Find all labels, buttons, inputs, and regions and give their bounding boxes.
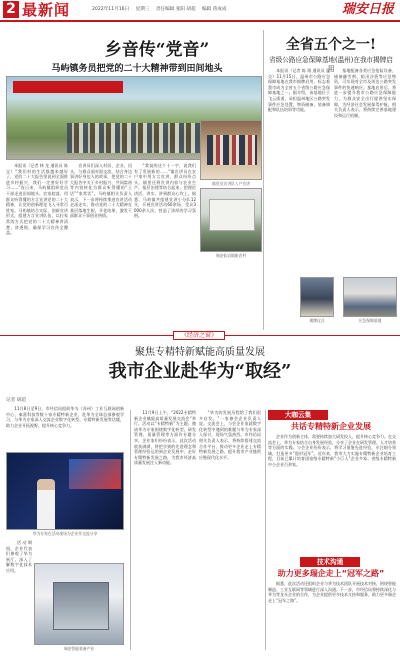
ceremony-caption: 揭牌仪式: [309, 318, 325, 323]
base-photo: [343, 277, 397, 317]
presentation-screen: [69, 459, 121, 489]
conference-caption: 华为专家在活动现场为企业作交流分享: [32, 531, 98, 536]
right-headline: 全省五个之一!: [285, 37, 377, 53]
bottom-body-col2: 11月9日上午，“2022专精特新企业赋能高质量发展交流会”举行。活动以“专精特新”为主题，邀请华为专家围绕数字化转型、研发管理、质量管理等方面作专题分享。企业家们纷纷表示，此次活动收获满满，将把学到的先进理念和管理经验运用到企业发展中，走好专精特新发展之路，为我市经济高质量发展注入新动能。: [134, 410, 196, 466]
photo-people: [207, 135, 257, 165]
bottom-intro: 11月8日至9日，市经信局组织华为（苏州）工业互联网创新中心、秦嘉科技等数十家专精特新企业，赴华为全球总部参观学习，与华为专家深入交流企业数字化转型、专精特新发展等话题，助力企业开拓视野、提升核心竞争力。: [6, 406, 124, 428]
side-photo: [200, 120, 262, 180]
column-divider: [130, 410, 131, 650]
column-divider: [263, 30, 264, 330]
issue-layout-editor: 编辑 蒋成成: [202, 7, 227, 12]
ceremony-photo: [300, 277, 334, 317]
column-divider: [265, 410, 266, 650]
issue-date: 2022年11月16日: [92, 7, 130, 12]
newspaper-logo: 瑞安日报: [341, 2, 394, 17]
machine: [53, 582, 109, 630]
village-photo: [200, 188, 262, 252]
speaker: [37, 479, 55, 529]
sub1-body: 企业作为创新主体，需要持续加大研发投入，提升核心竞争力。在交流会上，华为专家结合自身发展经验，分享了企业在研发管理、人才培养等方面的实践。与会企业纷纷表示，将学习借鉴先进经验，专注细分领域，打造更多“隐形冠军”。近年来，我市大力实施专精特新企业培育工程，目前已累计培育国家级专精特新“小巨人”企业多家、省级专精特新中小企业百余家。: [268, 434, 396, 467]
photo-banner: [13, 81, 123, 93]
masthead: [0, 0, 400, 20]
issue-meta: [92, 7, 231, 13]
column-tag: 《经济之窗》: [173, 331, 225, 340]
bottom-body-col3: “华为的发展历程给了我们很多启发。”一家参会企业负责人说。交流会上，与会企业家就数字化转型中遇到的难题与华为专家深入探讨，现场气氛热烈。市经信局相关负责人表示，将持续搭建交流合作平台，推动更多企业走上专精特新发展之路，提升我市产业链供应链现代化水平。: [199, 410, 261, 460]
right-body-col2: 基地配备各类应急抢险设备，储备融雪剂、防汛沙袋等应急物资，可实现对全市及周边公路突发事件的快速响应。基地启用后，将进一步提升我市公路应急保障能力，为群众安全出行提供坚实保障，为经济社会发展保驾护航。相关负责人表示，将持续完善基地建设和运行机制。: [334, 68, 396, 118]
issue-weekday: 星期三: [135, 7, 150, 12]
factory-photo: [34, 563, 124, 645]
photo-building: [209, 199, 255, 231]
lead-subheadline: 马屿镇务员把党的二十大精神带到田间地头: [51, 64, 223, 74]
sub2-title: 助力更多瑞企走上“冠军之路”: [277, 569, 385, 578]
side-photo-caption: 镇党员宣讲队入户宣讲: [212, 181, 250, 186]
bottom-body-col1b: 活动期间，企业代表们参观了华为展厅，深入了解数字化技术应用。: [6, 540, 32, 573]
byline: 记者 胡超: [6, 398, 26, 403]
lead-body-col1: 本报讯（记者 林 龙 通讯员 陈宝）“我们村的生活都越来越好了，党的二十大报告里说到全面推进乡村振兴，我们一定要好好学习……”连日来，马屿镇组织党员干部走进田间地头、农家院落，用群众听得懂的方言宣讲党的二十大精神，让党的创新理论飞入寻常百姓家。马屿镇结合实际，创新宣讲形式，组建方言宣讲队伍，以拉家常的方式把党的二十大精神讲清楚、讲透彻，确保学习宣传全覆盖。: [6, 163, 68, 236]
sub1-banner: 大咖云集: [268, 410, 328, 420]
sub2-body: 据悉，此次活动还组织企业与华为技术团队开展技术对接，围绕智能制造、工业互联网等领域进行深入沟通。下一步，市经信局将持续深化与华为等龙头企业的合作，为企业提供更多技术支持和服务，助力更多瑞企走上“冠军之路”。: [268, 581, 396, 603]
sub2-banner: 技术沟通: [300, 557, 360, 567]
lead-headline: 乡音传“党音”: [104, 40, 210, 60]
bottom-headline: 我市企业赴华为“取经”: [108, 361, 292, 382]
issue-editor: 责任编辑 张阳 胡超: [155, 7, 196, 12]
section-title: 最新闻: [22, 1, 71, 19]
sub1-title: 共话专精特新企业发展: [291, 422, 371, 431]
masthead-rule: [0, 20, 400, 22]
lead-body-col3: “我说的这个十一字，说我们有了发展新的……”镇宣讲员在农户家中用方言宣讲，群众纷纷点头。镇里还将宣讲内容与农业生产、基层治理等结合起来，把理论讲活、讲实、讲到群众心坎上。据悉，马屿镇共组建宣讲小分队12支，开展宣讲活动60余场，受众3000余人次，营造了浓厚的学习氛围。: [134, 163, 196, 219]
conference-photo: [6, 452, 124, 530]
bottom-prehead: 聚焦专精特新赋能高质量发展: [135, 347, 265, 358]
base-caption: 应急保障基地: [358, 318, 382, 323]
page-number: 2: [3, 1, 19, 18]
lead-body-col2: 宣讲员们深入村居、企业、田头，与群众面对面交流，结合身边事讲好身边人的故事，把党的二十大报告中关于乡村振兴、共同富裕等内容转化为群众听得懂的“土话”“家常话”。马屿镇相关负责人表示，下一步将持续推进宣讲活动走深走实，推动党的二十大精神在基层落地生根、开花结果，激发干部群众干事创业热情。: [70, 163, 132, 219]
right-body-col1: 本报讯（记者 陈 翔 通讯员 温交）11月15日，温州市公路应急保障基地在我市揭牌启用，标志着我市成为全省五个省级公路应急保障基地之一。据介绍，该基地位于飞云街道，承担温州地区公路突发事件应急处置、物资储备、装备调配和队伍培训等功能。: [268, 68, 330, 113]
factory-caption: 瑞安智能装备产业: [63, 646, 95, 651]
right-subheadline: 省级公路应急保障基地(温州)在我市揭牌启用: [269, 56, 393, 73]
village-photo-caption: 瑞安仙岩镇新农村: [215, 253, 247, 258]
